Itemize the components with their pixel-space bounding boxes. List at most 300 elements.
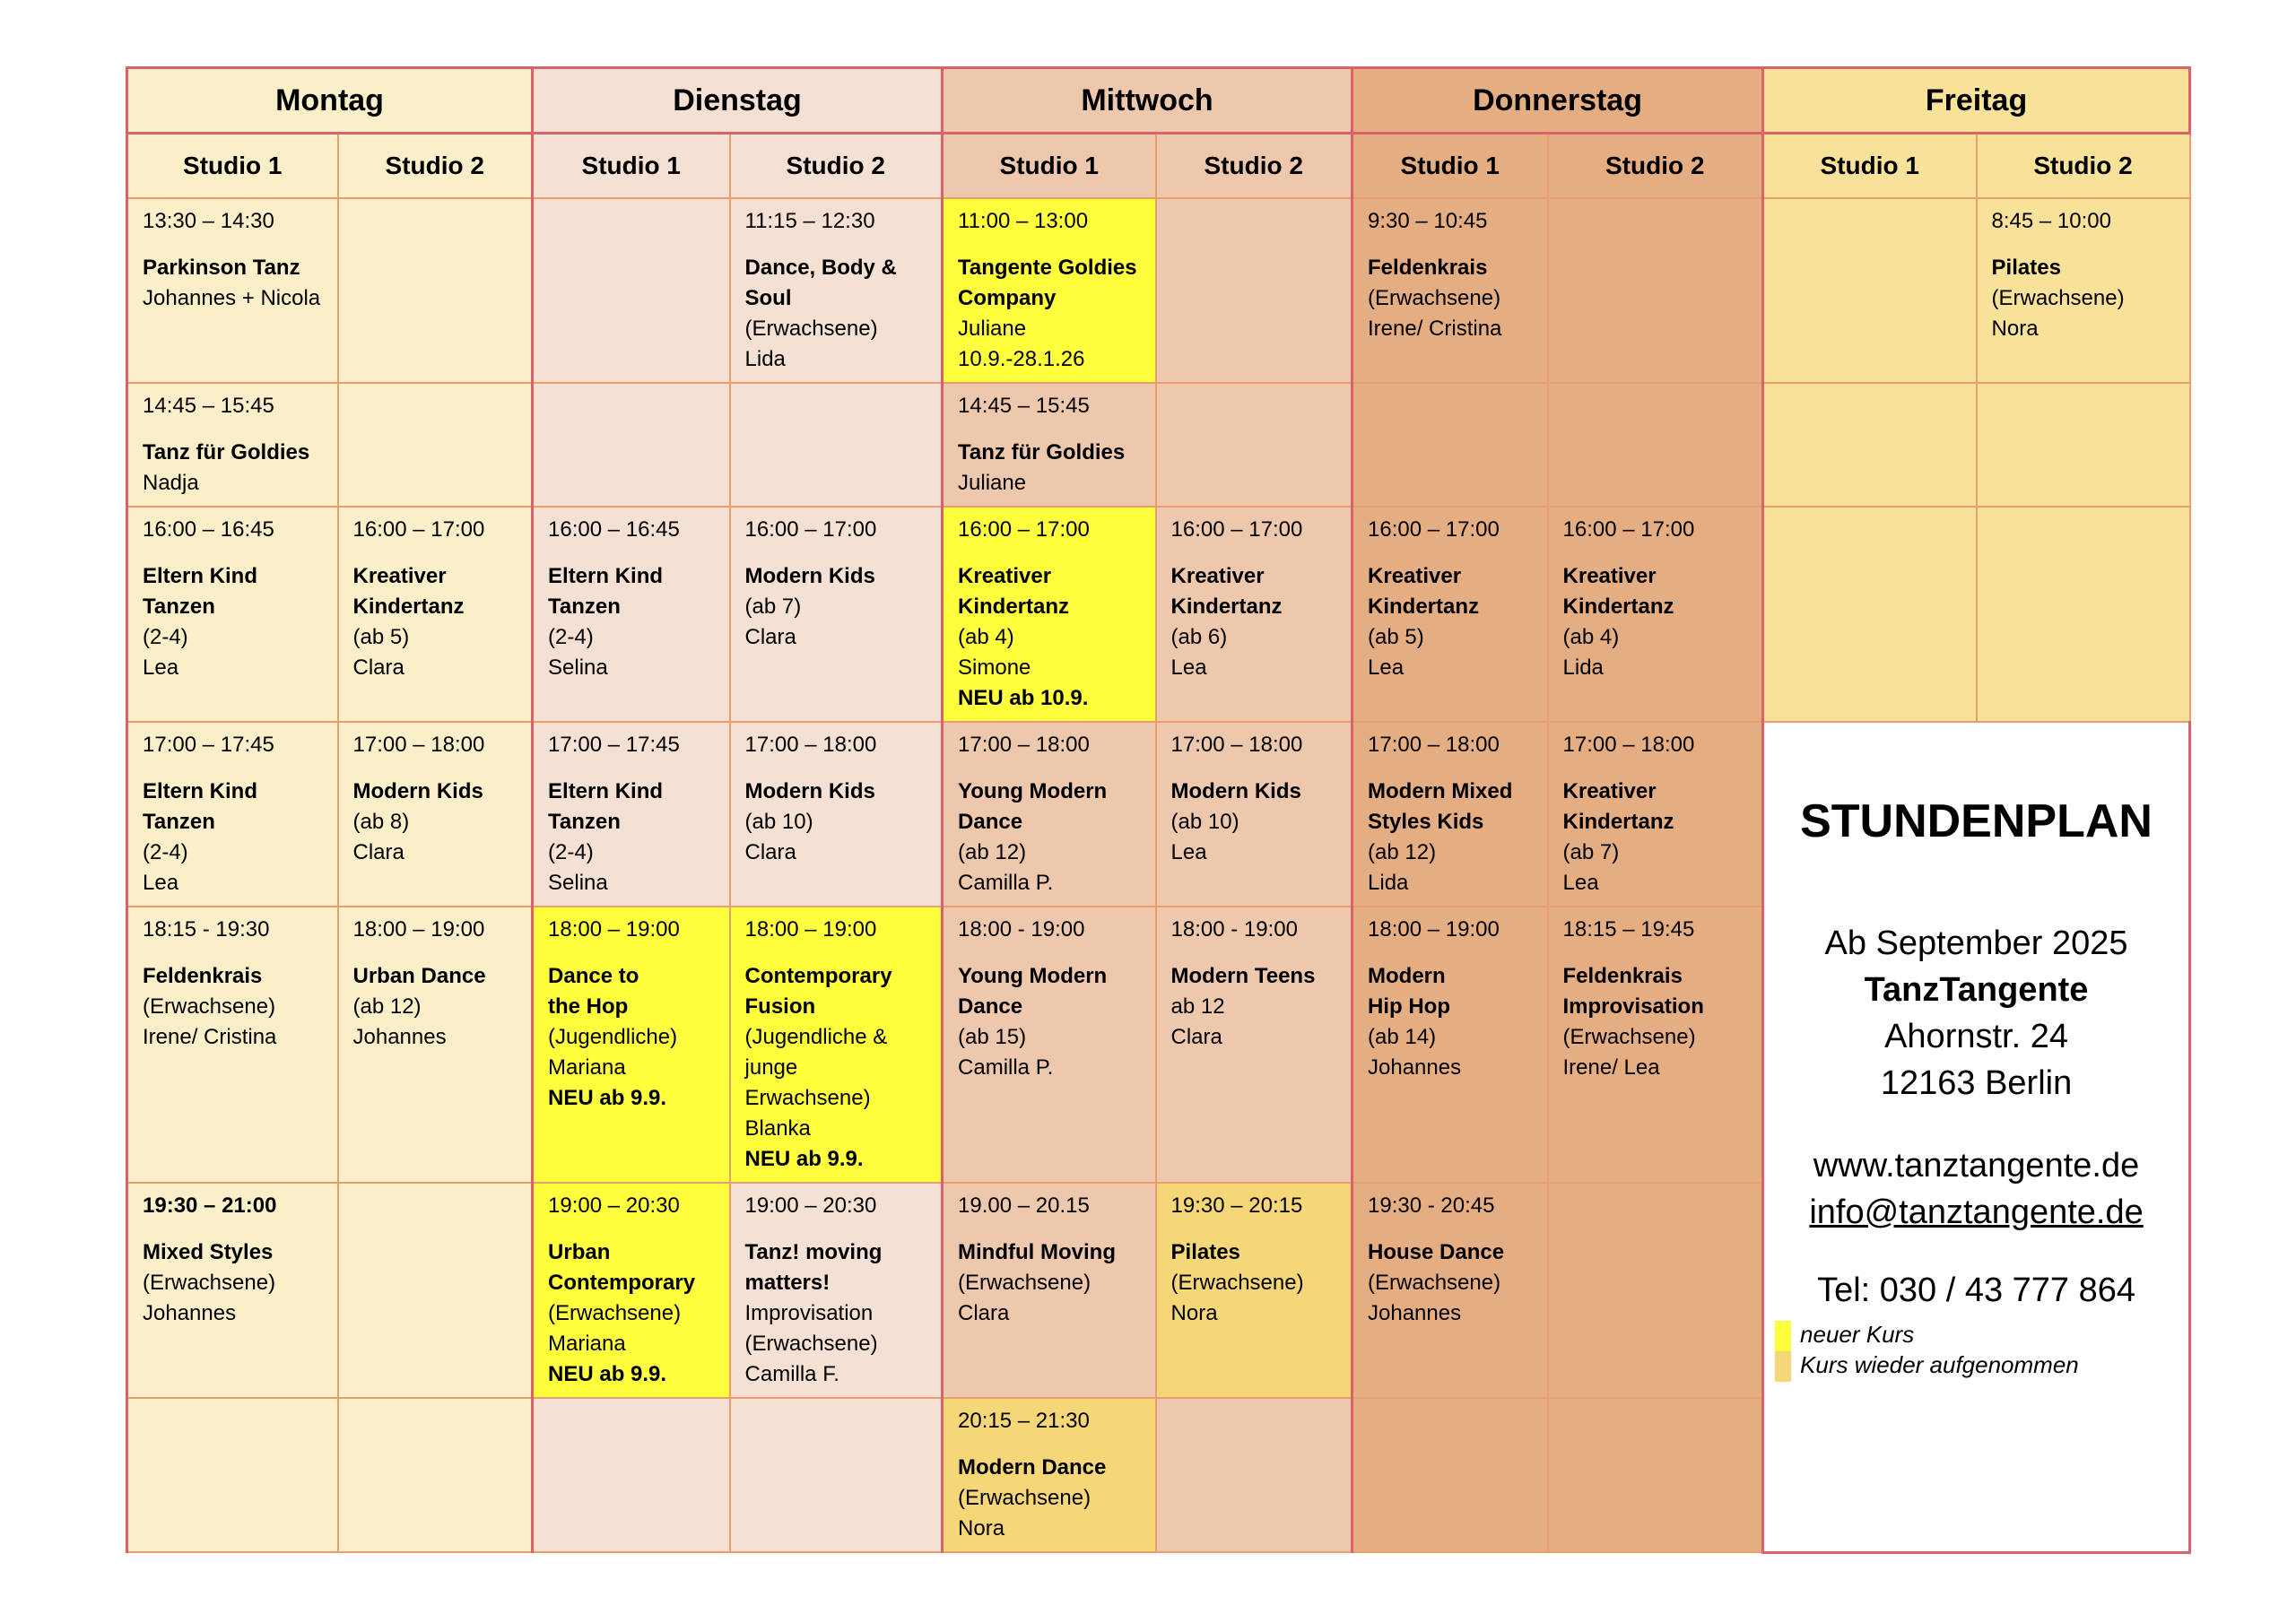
class-title-line: Eltern Kind xyxy=(143,779,258,803)
day-header-montag: Montag xyxy=(127,68,533,134)
class-entry xyxy=(534,723,729,906)
class-detail-line: Blanka xyxy=(744,1116,811,1141)
class-entry xyxy=(1978,199,2189,352)
empty-cell xyxy=(730,383,943,507)
empty-cell xyxy=(1763,507,1977,722)
class-detail-line: (2-4) xyxy=(548,840,594,864)
class-cell xyxy=(730,1183,943,1398)
class-entry xyxy=(944,1184,1155,1336)
class-title-line: Dance xyxy=(958,810,1023,834)
class-title-line: Eltern Kind xyxy=(548,779,664,803)
empty-cell xyxy=(338,1398,533,1552)
class-detail-line: Improvisation xyxy=(744,1301,874,1325)
class-cell xyxy=(533,1183,730,1398)
class-title-line: Kindertanz xyxy=(1368,595,1480,619)
empty-cell xyxy=(338,1183,533,1398)
address-block xyxy=(1764,920,2188,1107)
class-time: 19.00 – 20.15 xyxy=(958,1193,1090,1218)
class-detail-line: 10.9.-28.1.26 xyxy=(958,347,1085,371)
class-time: 11:00 – 13:00 xyxy=(958,209,1089,233)
class-detail-line: (Erwachsene) xyxy=(143,994,276,1019)
class-title-line: Pilates xyxy=(1170,1240,1240,1264)
class-entry xyxy=(731,723,942,875)
class-title-line: Contemporary xyxy=(744,964,892,988)
class-entry xyxy=(128,907,337,1060)
class-detail-line: (ab 14) xyxy=(1368,1025,1437,1049)
class-detail-line: (ab 12) xyxy=(958,840,1027,864)
class-entry xyxy=(1353,907,1547,1090)
class-detail-line: Simone xyxy=(958,655,1031,680)
class-cell xyxy=(943,1183,1156,1398)
time-row xyxy=(127,722,2190,907)
city: 12163 Berlin xyxy=(1880,1064,2073,1102)
class-detail-line: Johannes + Nicola xyxy=(143,286,321,310)
class-title-line: NEU ab 10.9. xyxy=(958,686,1089,710)
class-entry xyxy=(731,907,942,1182)
class-entry xyxy=(1157,723,1352,875)
class-detail-line: Irene/ Lea xyxy=(1562,1055,1660,1080)
day-header-freitag: Freitag xyxy=(1763,68,2190,134)
class-title-line: Kreativer xyxy=(1562,779,1657,803)
class-detail-line: Johannes xyxy=(1368,1055,1462,1080)
empty-cell xyxy=(730,1398,943,1552)
contact-block xyxy=(1764,1142,2188,1236)
class-cell xyxy=(730,198,943,383)
class-cell xyxy=(943,507,1156,722)
class-detail-line: (Erwachsene) xyxy=(1562,1025,1696,1049)
class-detail-line: (ab 10) xyxy=(1170,810,1239,834)
legend-resumed-swatch xyxy=(1775,1351,1791,1382)
class-time: 17:00 – 18:00 xyxy=(1170,733,1303,757)
class-entry xyxy=(1549,723,1762,906)
class-cell xyxy=(730,507,943,722)
class-title-line: Feldenkrais xyxy=(1562,964,1683,988)
empty-cell xyxy=(1548,1398,1763,1552)
time-row xyxy=(127,507,2190,722)
class-time: 17:00 – 17:45 xyxy=(143,733,274,757)
class-detail-line: (ab 12) xyxy=(1368,840,1437,864)
class-cell xyxy=(338,507,533,722)
class-cell xyxy=(730,722,943,907)
class-cell xyxy=(338,722,533,907)
class-time: 18:15 - 19:30 xyxy=(143,917,270,942)
class-title-line: Kreativer xyxy=(352,564,447,588)
class-title-line: Kindertanz xyxy=(1170,595,1283,619)
class-time: 16:00 – 16:45 xyxy=(143,517,274,542)
class-time: 17:00 – 18:00 xyxy=(958,733,1090,757)
class-title-line: Tanzen xyxy=(143,595,215,619)
class-title-line: Feldenkrais xyxy=(143,964,263,988)
class-detail-line: (Erwachsene) xyxy=(1170,1271,1304,1295)
class-time: 19:00 – 20:30 xyxy=(548,1193,680,1218)
class-detail-line: Johannes xyxy=(352,1025,447,1049)
info-panel xyxy=(1763,722,2190,1552)
class-entry xyxy=(1157,508,1352,690)
class-detail-line: (ab 12) xyxy=(352,994,422,1019)
class-time: 16:00 – 17:00 xyxy=(1170,517,1303,542)
class-entry xyxy=(339,508,532,690)
class-entry xyxy=(944,723,1155,906)
class-cell xyxy=(127,722,338,907)
class-cell xyxy=(943,198,1156,383)
class-time: 18:00 – 19:00 xyxy=(548,917,680,942)
schedule-table xyxy=(126,66,2191,1554)
class-detail-line: Clara xyxy=(958,1301,1010,1325)
class-time: 8:45 – 10:00 xyxy=(1991,209,2111,233)
class-title-line: NEU ab 9.9. xyxy=(744,1147,864,1171)
class-cell xyxy=(943,722,1156,907)
empty-cell xyxy=(1352,383,1548,507)
class-time: 19:00 – 20:30 xyxy=(744,1193,877,1218)
class-time: 18:00 – 19:00 xyxy=(352,917,485,942)
class-detail-line: (ab 10) xyxy=(744,810,813,834)
class-time: 9:30 – 10:45 xyxy=(1368,209,1488,233)
class-time: 16:00 – 17:00 xyxy=(744,517,877,542)
class-title-line: Parkinson Tanz xyxy=(143,256,300,280)
phone-number: Tel: 030 / 43 777 864 xyxy=(1817,1271,2136,1309)
class-title-line: Modern xyxy=(1368,964,1446,988)
class-title-line: Kindertanz xyxy=(1562,595,1674,619)
studio-header-dienstag-2: Studio 2 xyxy=(730,134,943,199)
schedule-heading: STUNDENPLAN xyxy=(1800,795,2152,847)
class-title-line: Tanzen xyxy=(548,595,621,619)
class-title-line: Modern Kids xyxy=(1170,779,1301,803)
class-entry xyxy=(1157,1184,1352,1336)
class-detail-line: Juliane xyxy=(958,471,1027,495)
class-detail-line: Johannes xyxy=(143,1301,237,1325)
class-time: 19:30 – 21:00 xyxy=(143,1193,277,1218)
class-detail-line: (ab 5) xyxy=(1368,625,1424,649)
class-title-line: Young Modern xyxy=(958,779,1108,803)
studio-header-freitag-1: Studio 1 xyxy=(1763,134,1977,199)
class-time: 17:00 – 18:00 xyxy=(1368,733,1500,757)
class-cell xyxy=(1156,1183,1352,1398)
empty-cell xyxy=(533,198,730,383)
class-entry xyxy=(944,508,1155,721)
class-entry xyxy=(731,508,942,660)
class-title-line: Fusion xyxy=(744,994,816,1019)
class-title-line: Modern Kids xyxy=(744,779,875,803)
class-detail-line: (Erwachsene) xyxy=(1368,1271,1501,1295)
class-title-line: Eltern Kind xyxy=(548,564,664,588)
class-entry xyxy=(944,907,1155,1090)
class-time: 16:00 – 17:00 xyxy=(958,517,1090,542)
class-detail-line: Clara xyxy=(352,655,404,680)
class-cell xyxy=(1548,722,1763,907)
class-detail-line: (ab 5) xyxy=(352,625,410,649)
class-cell xyxy=(127,383,338,507)
empty-cell xyxy=(1763,383,1977,507)
class-time: 19:30 - 20:45 xyxy=(1368,1193,1495,1218)
class-cell xyxy=(1352,1183,1548,1398)
class-title-line: Tanzen xyxy=(548,810,621,834)
class-detail-line: (2-4) xyxy=(548,625,594,649)
class-detail-line: ab 12 xyxy=(1170,994,1225,1019)
class-entry xyxy=(1353,508,1547,690)
class-title-line: Company xyxy=(958,286,1057,310)
class-detail-line: Lea xyxy=(1170,840,1207,864)
class-detail-line: Irene/ Cristina xyxy=(143,1025,277,1049)
class-time: 17:00 – 18:00 xyxy=(1562,733,1695,757)
class-cell xyxy=(533,907,730,1183)
studio-header-mittwoch-2: Studio 2 xyxy=(1156,134,1352,199)
class-cell xyxy=(1352,907,1548,1183)
class-title-line: Feldenkrais xyxy=(1368,256,1488,280)
legend-resumed-label: Kurs wieder aufgenommen xyxy=(1800,1351,2079,1379)
class-time: 16:00 – 17:00 xyxy=(1562,517,1695,542)
class-detail-line: (Erwachsene) xyxy=(744,317,878,341)
empty-cell xyxy=(1156,1398,1352,1552)
class-title-line: Hip Hop xyxy=(1368,994,1450,1019)
class-title-line: Kreativer xyxy=(958,564,1052,588)
class-title-line: Modern Dance xyxy=(958,1455,1107,1480)
class-title-line: Young Modern xyxy=(958,964,1108,988)
class-detail-line: (Erwachsene) xyxy=(744,1332,878,1356)
class-title-line: Tangente Goldies xyxy=(958,256,1137,280)
class-title-line: Mindful Moving xyxy=(958,1240,1116,1264)
empty-cell xyxy=(1977,383,2190,507)
class-entry xyxy=(1549,508,1762,690)
class-cell xyxy=(943,383,1156,507)
class-entry xyxy=(128,1184,337,1336)
studio-header-montag-2: Studio 2 xyxy=(338,134,533,199)
class-detail-line: (2-4) xyxy=(143,625,188,649)
class-cell xyxy=(127,1183,338,1398)
legend-new-swatch xyxy=(1775,1321,1791,1351)
class-detail-line: (Erwachsene) xyxy=(958,1271,1091,1295)
class-title-line: Contemporary xyxy=(548,1271,696,1295)
class-detail-line: junge xyxy=(744,1055,798,1080)
time-row xyxy=(127,198,2190,383)
class-detail-line: Mariana xyxy=(548,1055,626,1080)
class-time: 17:00 – 18:00 xyxy=(744,733,877,757)
class-cell xyxy=(127,507,338,722)
empty-cell xyxy=(1548,383,1763,507)
class-detail-line: Clara xyxy=(352,840,404,864)
empty-cell xyxy=(1156,383,1352,507)
class-detail-line: Juliane xyxy=(958,317,1027,341)
class-time: 14:45 – 15:45 xyxy=(143,394,274,418)
class-cell xyxy=(1156,507,1352,722)
class-title-line: Dance to xyxy=(548,964,639,988)
class-cell xyxy=(943,907,1156,1183)
class-entry xyxy=(944,199,1155,382)
empty-cell xyxy=(1156,198,1352,383)
class-detail-line: (2-4) xyxy=(143,840,188,864)
class-detail-line: (Jugendliche & xyxy=(744,1025,888,1049)
class-detail-line: Camilla F. xyxy=(744,1362,839,1386)
class-cell xyxy=(1352,507,1548,722)
class-time: 16:00 – 17:00 xyxy=(352,517,485,542)
studio-header-mittwoch-1: Studio 1 xyxy=(943,134,1156,199)
class-title-line: Soul xyxy=(744,286,792,310)
class-cell xyxy=(1352,722,1548,907)
class-detail-line: Nora xyxy=(1170,1301,1218,1325)
class-detail-line: Johannes xyxy=(1368,1301,1462,1325)
class-entry xyxy=(128,384,337,506)
class-entry xyxy=(128,723,337,906)
class-title-line: Tanzen xyxy=(143,810,215,834)
class-entry xyxy=(339,907,532,1060)
class-entry xyxy=(534,508,729,690)
class-detail-line: Lea xyxy=(1562,871,1599,895)
website-link[interactable]: www.tanztangente.de xyxy=(1813,1147,2140,1185)
class-time: 13:30 – 14:30 xyxy=(143,209,274,233)
time-row xyxy=(127,383,2190,507)
class-detail-line: (ab 4) xyxy=(1562,625,1620,649)
class-title-line: Urban xyxy=(548,1240,611,1264)
legend xyxy=(1775,1321,2188,1382)
class-detail-line: (Erwachsene) xyxy=(958,1486,1091,1510)
class-cell xyxy=(1548,907,1763,1183)
class-time: 17:00 – 18:00 xyxy=(352,733,485,757)
class-time: 16:00 – 17:00 xyxy=(1368,517,1500,542)
class-detail-line: Irene/ Cristina xyxy=(1368,317,1502,341)
class-cell xyxy=(533,507,730,722)
studio-header-donnerstag-2: Studio 2 xyxy=(1548,134,1763,199)
class-detail-line: (ab 8) xyxy=(352,810,410,834)
class-detail-line: Lea xyxy=(143,655,179,680)
class-detail-line: Lida xyxy=(1562,655,1604,680)
class-title-line: Dance, Body & xyxy=(744,256,897,280)
class-cell xyxy=(533,722,730,907)
class-detail-line: (Erwachsene) xyxy=(143,1271,276,1295)
class-time: 18:00 – 19:00 xyxy=(1368,917,1500,942)
class-title-line: NEU ab 9.9. xyxy=(548,1086,667,1110)
class-detail-line: Erwachsene) xyxy=(744,1086,871,1110)
class-entry xyxy=(534,1184,729,1397)
class-title-line: Modern Kids xyxy=(744,564,875,588)
class-title-line: Tanz für Goldies xyxy=(143,440,310,464)
studio-header-row xyxy=(127,134,2190,199)
class-time: 18:00 – 19:00 xyxy=(744,917,877,942)
empty-cell xyxy=(338,198,533,383)
class-detail-line: Clara xyxy=(744,840,796,864)
class-entry xyxy=(128,199,337,321)
class-detail-line: Lida xyxy=(744,347,786,371)
class-title-line: Kreativer xyxy=(1562,564,1657,588)
class-title-line: Pilates xyxy=(1991,256,2061,280)
class-cell xyxy=(730,907,943,1183)
class-title-line: Kreativer xyxy=(1368,564,1462,588)
legend-new-label: neuer Kurs xyxy=(1800,1321,1915,1348)
class-detail-line: Camilla P. xyxy=(958,871,1054,895)
class-detail-line: Selina xyxy=(548,655,608,680)
class-title-line: Kreativer xyxy=(1170,564,1265,588)
class-detail-line: Lea xyxy=(143,871,179,895)
class-entry xyxy=(1353,723,1547,906)
empty-cell xyxy=(338,383,533,507)
class-title-line: Kindertanz xyxy=(958,595,1070,619)
class-detail-line: (ab 7) xyxy=(744,595,802,619)
class-entry xyxy=(339,723,532,875)
class-detail-line: Camilla P. xyxy=(958,1055,1054,1080)
class-title-line: Dance xyxy=(958,994,1023,1019)
empty-cell xyxy=(1352,1398,1548,1552)
legend-new xyxy=(1775,1321,2188,1351)
class-cell xyxy=(1156,907,1352,1183)
class-detail-line: (ab 7) xyxy=(1562,840,1620,864)
class-title-line: Improvisation xyxy=(1562,994,1704,1019)
class-time: 18:15 – 19:45 xyxy=(1562,917,1695,942)
class-title-line: Urban Dance xyxy=(352,964,486,988)
studio-header-montag-1: Studio 1 xyxy=(127,134,338,199)
class-title-line: Modern Teens xyxy=(1170,964,1316,988)
class-title-line: Kindertanz xyxy=(352,595,465,619)
valid-from: Ab September 2025 xyxy=(1824,924,2128,962)
class-detail-line: (Erwachsene) xyxy=(1991,286,2125,310)
class-cell xyxy=(127,198,338,383)
class-detail-line: (ab 4) xyxy=(958,625,1014,649)
class-time: 17:00 – 17:45 xyxy=(548,733,680,757)
class-entry xyxy=(1549,907,1762,1090)
class-time: 18:00 - 19:00 xyxy=(1170,917,1298,942)
class-detail-line: (Erwachsene) xyxy=(548,1301,682,1325)
class-cell xyxy=(127,907,338,1183)
day-header-mittwoch: Mittwoch xyxy=(943,68,1352,134)
class-title-line: Kindertanz xyxy=(1562,810,1674,834)
class-title-line: Mixed Styles xyxy=(143,1240,274,1264)
class-title-line: House Dance xyxy=(1368,1240,1505,1264)
class-detail-line: Lida xyxy=(1368,871,1409,895)
street: Ahornstr. 24 xyxy=(1884,1018,2068,1055)
class-detail-line: Nadja xyxy=(143,471,199,495)
class-title-line: the Hop xyxy=(548,994,629,1019)
class-time: 11:15 – 12:30 xyxy=(744,209,875,233)
class-detail-line: Lea xyxy=(1170,655,1207,680)
class-time: 16:00 – 16:45 xyxy=(548,517,680,542)
class-time: 18:00 - 19:00 xyxy=(958,917,1085,942)
class-title-line: Tanz! moving xyxy=(744,1240,883,1264)
empty-cell xyxy=(1763,198,1977,383)
class-cell xyxy=(1548,507,1763,722)
class-entry xyxy=(1353,199,1547,352)
class-entry xyxy=(731,1184,942,1397)
day-header-dienstag: Dienstag xyxy=(533,68,943,134)
class-cell xyxy=(338,907,533,1183)
class-detail-line: (ab 6) xyxy=(1170,625,1228,649)
class-entry xyxy=(944,384,1155,506)
class-title-line: matters! xyxy=(744,1271,831,1295)
class-entry xyxy=(534,907,729,1121)
empty-cell xyxy=(1977,507,2190,722)
email-link[interactable]: info@tanztangente.de xyxy=(1809,1193,2144,1231)
class-detail-line: Clara xyxy=(744,625,796,649)
studio-header-dienstag-1: Studio 1 xyxy=(533,134,730,199)
class-detail-line: Nora xyxy=(958,1516,1005,1541)
class-cell xyxy=(1977,198,2190,383)
class-time: 19:30 – 20:15 xyxy=(1170,1193,1303,1218)
class-title-line: Eltern Kind xyxy=(143,564,258,588)
day-header-row xyxy=(127,68,2190,134)
empty-cell xyxy=(127,1398,338,1552)
empty-cell xyxy=(1548,1183,1763,1398)
legend-resumed xyxy=(1775,1351,2188,1382)
studio-header-freitag-2: Studio 2 xyxy=(1977,134,2190,199)
class-entry xyxy=(1157,907,1352,1060)
class-time: 14:45 – 15:45 xyxy=(958,394,1090,418)
class-title-line: Tanz für Goldies xyxy=(958,440,1126,464)
class-detail-line: (Jugendliche) xyxy=(548,1025,678,1049)
class-title-line: Styles Kids xyxy=(1368,810,1484,834)
class-entry xyxy=(1353,1184,1547,1336)
class-detail-line: Selina xyxy=(548,871,608,895)
class-detail-line: Nora xyxy=(1991,317,2039,341)
class-cell xyxy=(1352,198,1548,383)
class-entry xyxy=(944,1399,1155,1551)
class-detail-line: Mariana xyxy=(548,1332,626,1356)
class-detail-line: Clara xyxy=(1170,1025,1222,1049)
